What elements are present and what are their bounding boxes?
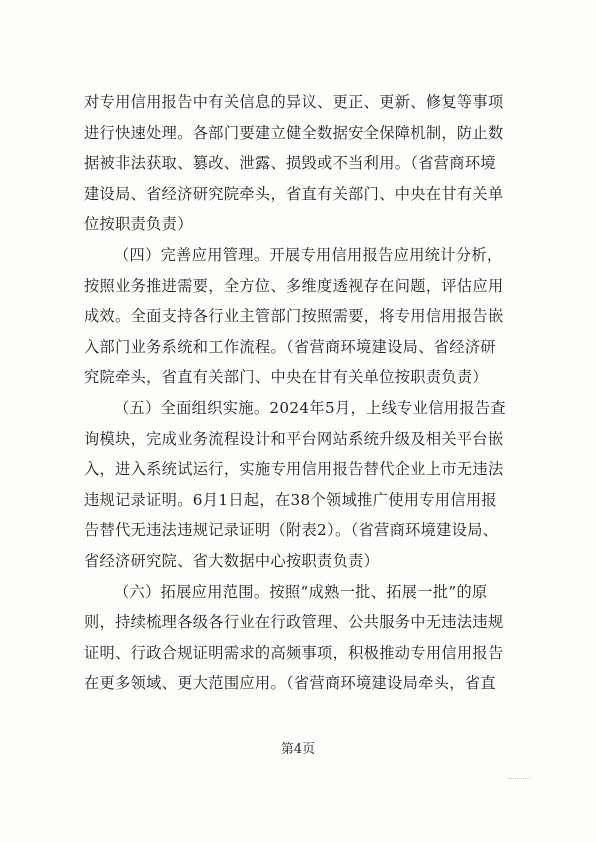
section-heading-line: （六）拓展应用范围。按照“成熟一批、拓展一批”的原: [114, 582, 488, 601]
text-line: 入部门业务系统和工作流程。（省营商环境建设局、省经济研: [84, 337, 496, 356]
section-heading-line: （四）完善应用管理。开展专用信用报告应用统计分析，: [114, 245, 503, 264]
text-line: 位按职责负责）: [84, 215, 193, 234]
text-line: 证明、行政合规证明需求的高频事项，积极推动专用信用报告: [84, 643, 504, 662]
section-heading-line: （五）全面组织实施。2024年5月，上线专业信用报告查: [114, 398, 506, 417]
text-line: 成效。全面支持各行业主管部门按照需要，将专用信用报告嵌: [84, 307, 504, 326]
text-line: 告替代无违法违规记录证明（附表2）。（省营商环境建设局、: [84, 521, 499, 540]
text-line: 入，进入系统试运行，实施专用信用报告替代企业上市无违法: [84, 460, 504, 479]
body-text: [84, 87, 504, 699]
text-line: 按照业务推进需要，全方位、多维度透视存在问题，评估应用: [84, 276, 504, 295]
text-line: 则，持续梳理各级各行业在行政管理、公共服务中无违法违规: [84, 613, 504, 632]
text-line: 询模块，完成业务流程设计和平台网站系统升级及相关平台嵌: [84, 429, 504, 448]
page-number: 第4页: [280, 742, 316, 757]
text-line: 据被非法获取、篡改、泄露、损毁或不当利用。（省营商环境: [84, 154, 496, 173]
scan-artifact: [508, 778, 530, 781]
text-line: 进行快速处理。各部门要建立健全数据安全保障机制，防止数: [84, 123, 504, 142]
text-line: 建设局、省经济研究院牵头，省直有关部门、中央在甘有关单: [84, 184, 504, 203]
text-line: 究院牵头，省直有关部门、中央在甘有关单位按职责负责）: [84, 368, 488, 387]
text-line: 对专用信用报告中有关信息的异议、更正、更新、修复等事项: [84, 93, 504, 111]
text-line: 省经济研究院、省大数据中心按职责负责）: [84, 551, 380, 570]
text-line: 违规记录证明。6月1日起，在38个领域推广使用专用信用报: [84, 490, 497, 509]
text-line: 在更多领域、更大范围应用。（省营商环境建设局牵头，省直: [84, 674, 496, 693]
